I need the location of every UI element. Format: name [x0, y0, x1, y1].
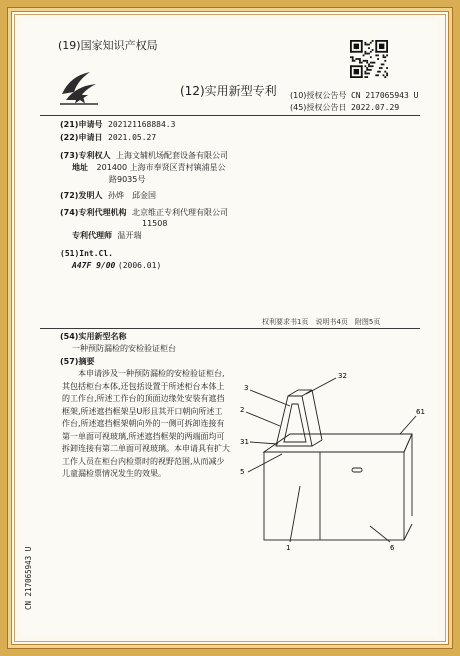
document-type: (12)实用新型专利 [180, 84, 277, 98]
pub-no-row [290, 90, 418, 101]
app-no-value: 202121168884.3 [108, 120, 176, 129]
pub-date-value: 2022.07.29 [350, 103, 400, 112]
abstract-line: 本申请涉及一种预防漏检的安检验证柜台, [78, 369, 225, 378]
counter-drawing [240, 356, 436, 552]
biblio-divider [40, 328, 420, 329]
utility-model-title: 一种预防漏检的安检验证柜台 [72, 344, 176, 353]
agent-row [72, 230, 142, 241]
label-3: 3 [244, 384, 249, 392]
app-no-label: (21)申请号 [60, 120, 103, 129]
agency-value: 北京维正专利代理有限公司 [132, 208, 228, 217]
agency-row [60, 207, 228, 218]
ipc-row [72, 260, 161, 271]
owner-row [60, 150, 228, 161]
inventor-label: (72)发明人 [60, 191, 103, 200]
cnipa-emblem-icon [56, 64, 102, 110]
pub-date-label: (45)授权公告日 [290, 103, 347, 112]
ipc-label: (51)Int.Cl. [60, 249, 113, 258]
filing-date-label: (22)申请日 [60, 133, 103, 142]
qr-code-icon [350, 40, 388, 78]
shield-frame-shape [276, 396, 312, 446]
agency-label: (74)专利代理机构 [60, 208, 127, 217]
abstract-line: 第一单面可视玻璃,所述遮挡框架的两端面均可 [62, 431, 225, 441]
header-divider [40, 115, 420, 116]
pub-date-row [290, 102, 399, 113]
ipc-date: (2006.01) [117, 261, 162, 270]
abstract-line: 作台,所述遮挡框架朝向外的一侧可拆卸连接有 [62, 419, 225, 428]
abstract-lines [62, 368, 238, 481]
address-line-1: 201400 上海市奉贤区青村镇浦星公 [96, 163, 226, 172]
abstract-line: 工作人员在柜台内检票时的视野范围,从而减少 [62, 456, 225, 466]
office-name: (19)国家知识产权局 [58, 39, 158, 52]
side-publication-number: CN 217065943 U [24, 546, 33, 610]
abstract-label: (57)摘要 [60, 357, 95, 366]
ipc-value: A47F 9/00 [72, 261, 116, 270]
patent-page [22, 20, 438, 636]
abstract-line: 儿童漏检票情况发生的效果。 [62, 469, 166, 478]
label-1: 1 [286, 544, 291, 552]
abstract-line: 其包括柜台本体,还包括设置于所述柜台本体上 [62, 381, 225, 391]
abstract-figure [240, 356, 436, 552]
agency-code: 11508 [142, 219, 168, 228]
label-5: 5 [240, 468, 245, 476]
filing-date-row [60, 132, 156, 143]
owner-label: (73)专利权人 [60, 151, 111, 160]
abstract-line: 框架,所述遮挡框架呈U形且其开口朝向所述工 [62, 406, 223, 416]
title-label: (54)实用新型名称 [60, 332, 127, 341]
counter-body-shape [264, 452, 404, 540]
agent-value: 温开瑞 [117, 231, 142, 240]
label-31: 31 [240, 438, 249, 446]
inventor-value: 孙烨 邱金国 [108, 191, 156, 200]
label-6: 6 [390, 544, 395, 552]
address-row [72, 162, 226, 173]
filing-date-value: 2021.05.27 [108, 133, 157, 142]
address-line-2: 路9035号 [109, 175, 146, 184]
agent-label: 专利代理师 [72, 231, 112, 240]
owner-value: 上海文辅机场配套设备有限公司 [116, 151, 228, 160]
inventor-row [60, 190, 156, 201]
label-61: 61 [416, 408, 425, 416]
abstract-line: 拆卸连接有第二单面可视玻璃。本申请具有扩大 [62, 444, 230, 453]
abstract-text [62, 368, 238, 481]
app-no-row [60, 119, 175, 130]
work-surface-shape [264, 434, 412, 452]
abstract-line: 的工作台,所述工作台的顶面边缘处安装有遮挡 [62, 394, 225, 403]
label-32: 32 [338, 372, 347, 380]
address-label: 地址 [72, 163, 88, 172]
pub-no-value: CN 217065943 U [350, 91, 419, 100]
label-2: 2 [240, 406, 245, 414]
pages-note: 权利要求书1页 说明书4页 附图5页 [262, 318, 381, 326]
pub-no-label: (10)授权公告号 [290, 91, 347, 100]
